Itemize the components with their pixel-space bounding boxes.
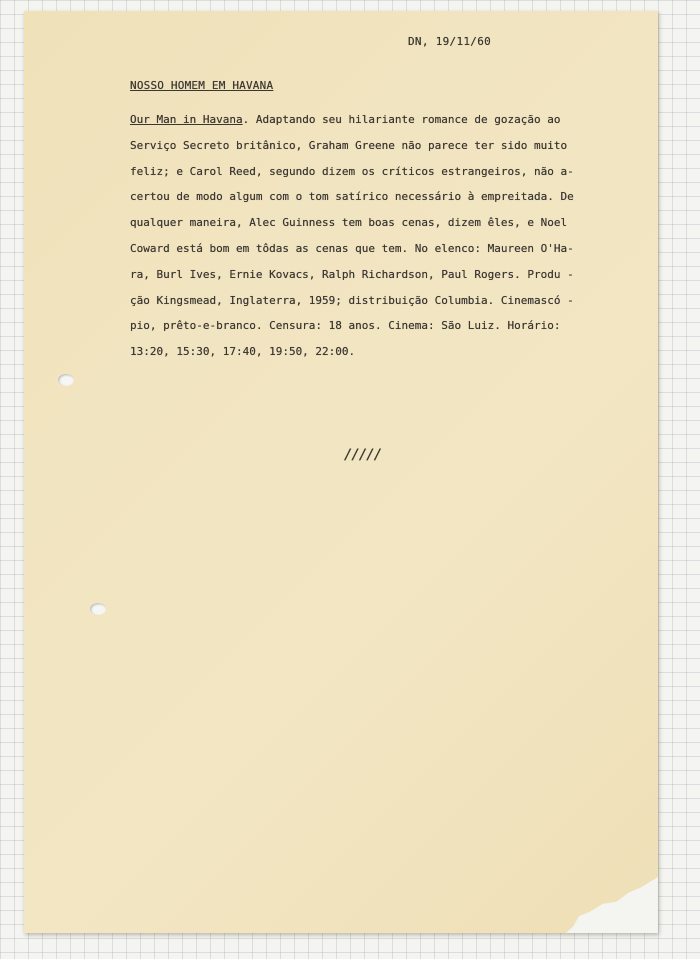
typewritten-page	[24, 11, 658, 933]
body-line: feliz; e Carol Reed, segundo dizem os críticos estrangeiros, não a-	[130, 164, 574, 178]
body-line: pio, prêto-e-branco. Censura: 18 anos. Cinema: São Luiz. Horário:	[130, 319, 561, 333]
body-line: 13:20, 15:30, 17:40, 19:50, 22:00.	[130, 345, 356, 359]
body-line: Coward está bom em tôdas as cenas que tem. No elenco: Maureen O'Ha-	[130, 241, 574, 255]
body-line: Serviço Secreto britânico, Graham Greene não parece ter sido muito	[130, 138, 568, 152]
body-line: qualquer maneira, Alec Guinness tem boas cenas, dizem êles, e Noel	[130, 216, 568, 230]
page-heading: NOSSO HOMEM EM HAVANA	[130, 79, 274, 92]
body-line: certou de modo algum com o tom satírico necessário à empreitada. De	[130, 190, 574, 204]
date-stamp: DN, 19/11/60	[408, 35, 492, 48]
end-mark: /////	[344, 447, 382, 463]
body-line: ção Kingsmead, Inglaterra, 1959; distribuição Columbia. Cinemascó -	[130, 293, 574, 307]
body-line	[130, 107, 640, 133]
review-body	[130, 107, 640, 365]
punch-hole	[58, 374, 74, 386]
punch-hole	[90, 603, 106, 615]
body-line-1-rest: . Adaptando seu hilariante romance de gozação ao	[242, 113, 561, 126]
film-title: Our Man in Havana	[130, 113, 243, 126]
body-line: ra, Burl Ives, Ernie Kovacs, Ralph Richardson, Paul Rogers. Produ -	[130, 267, 574, 281]
